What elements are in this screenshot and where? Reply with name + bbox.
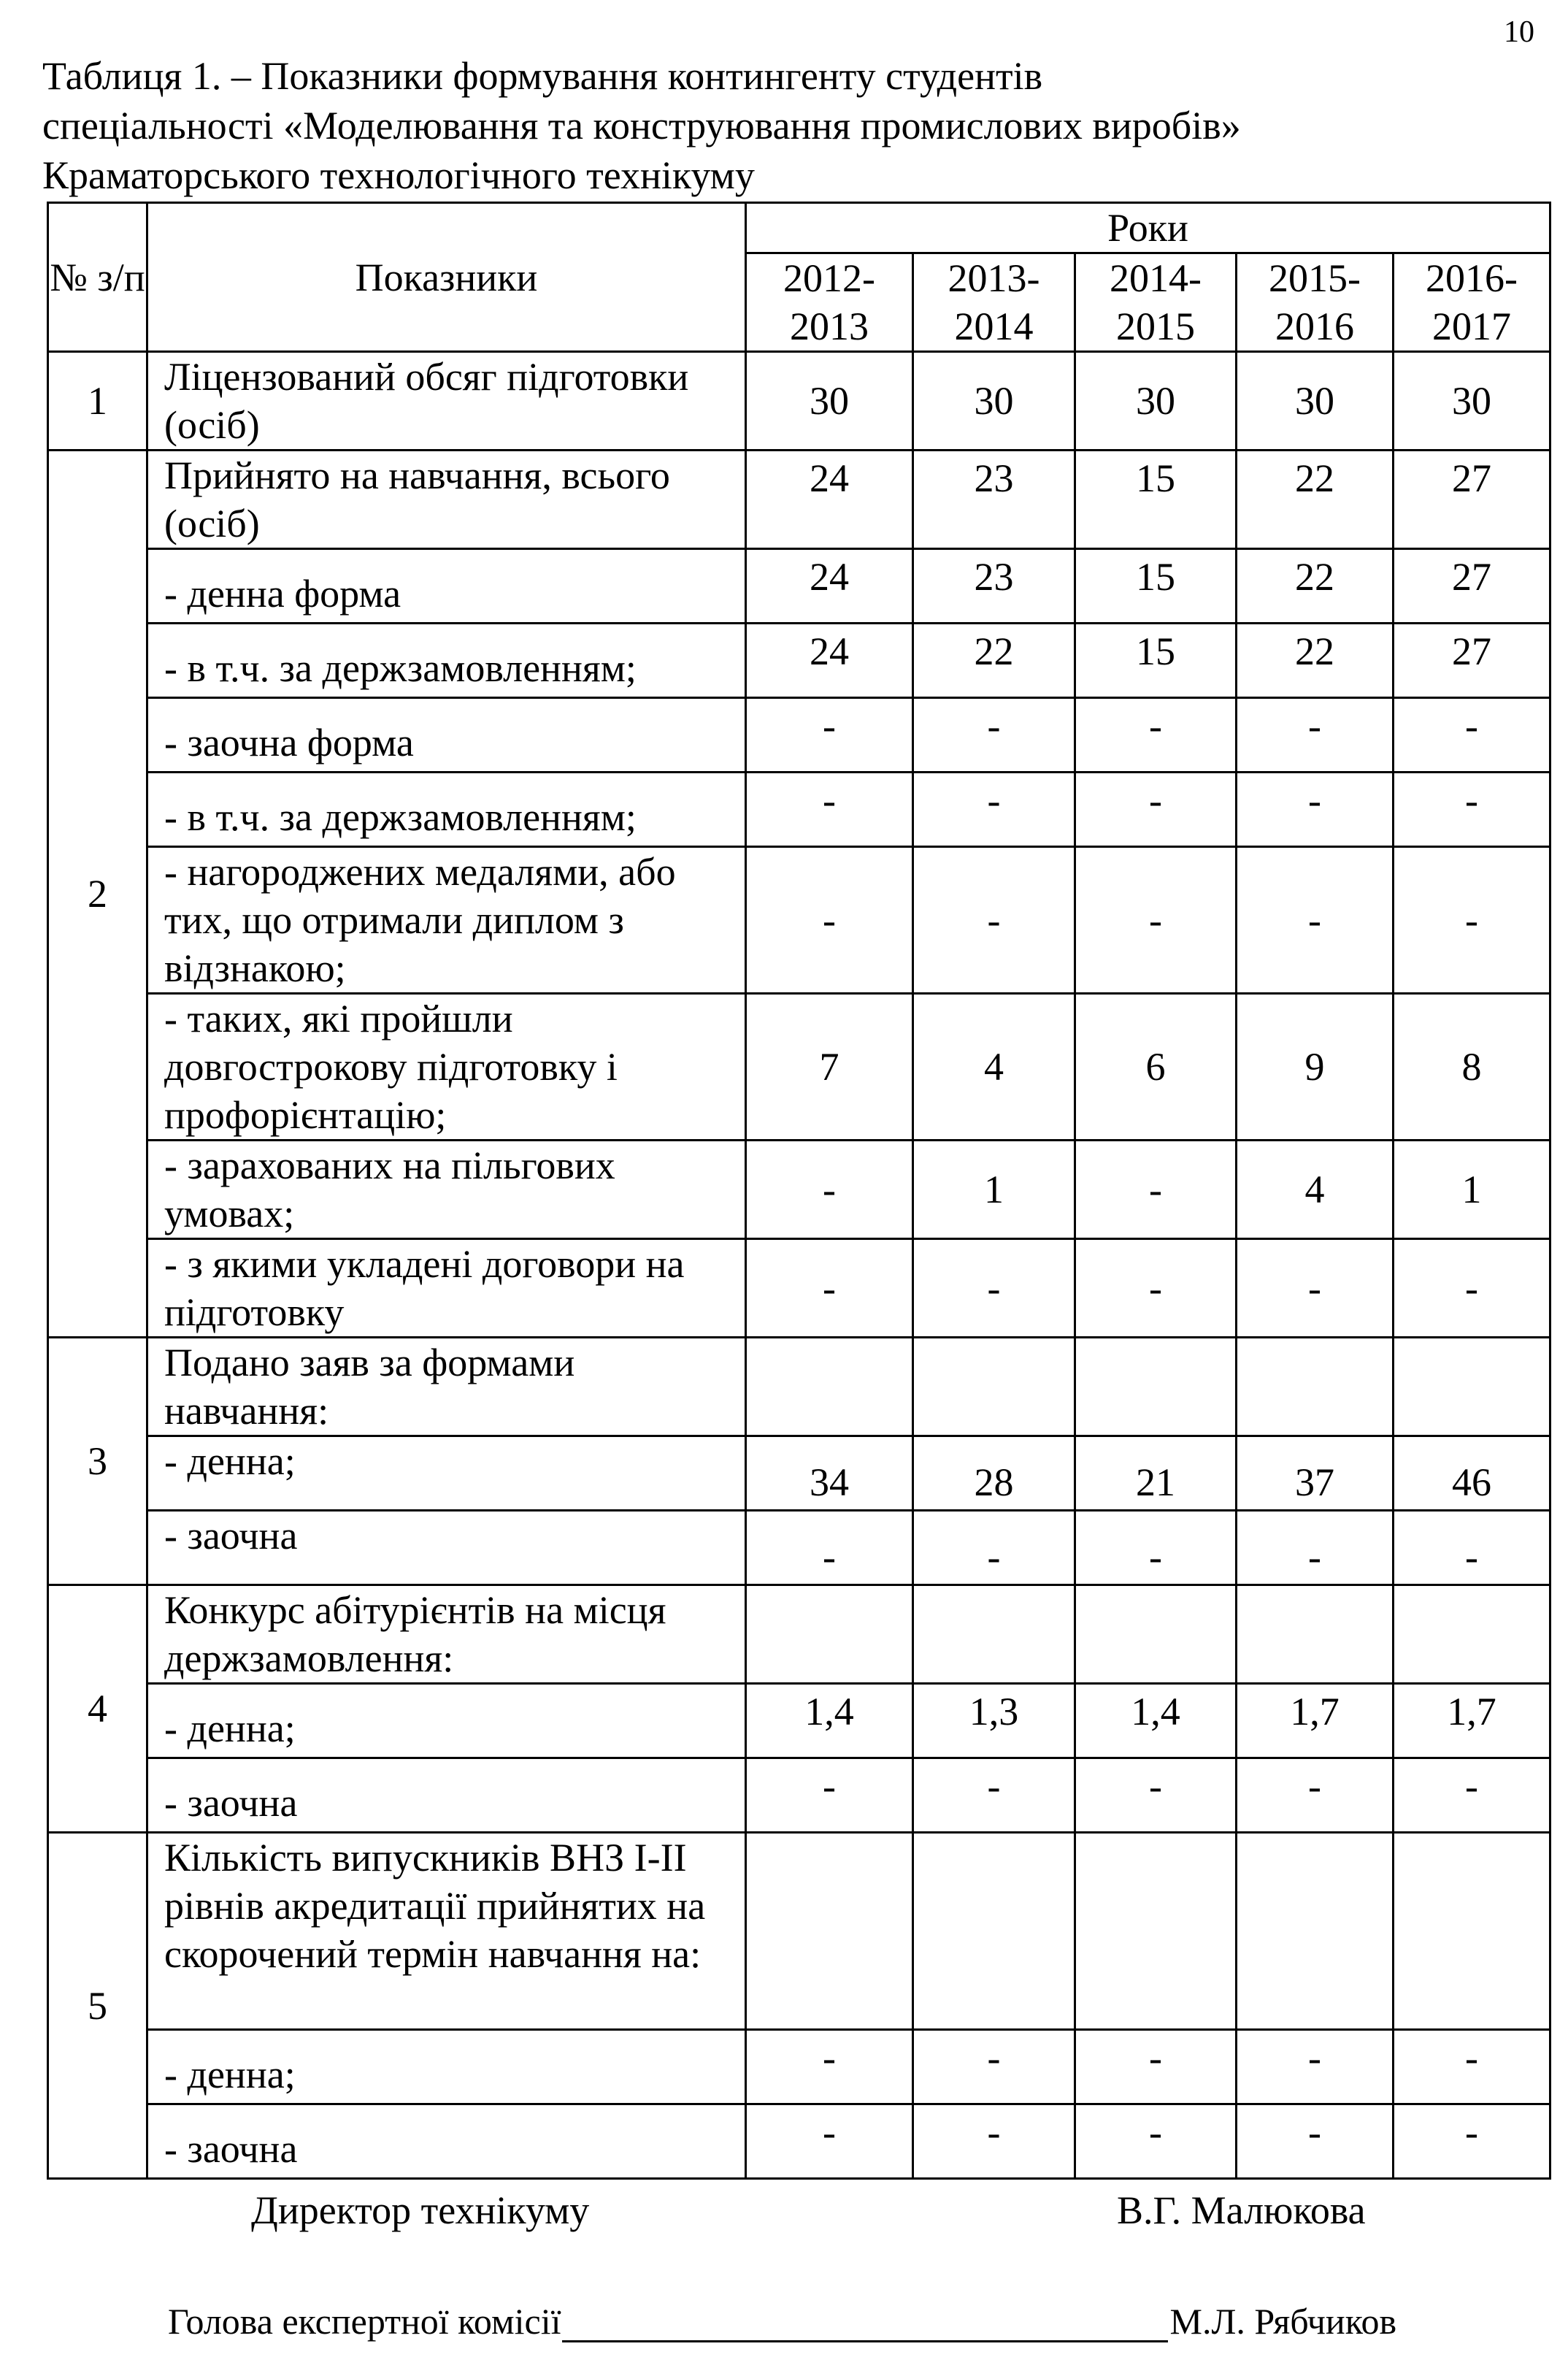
row-value: - xyxy=(913,2030,1075,2104)
table-row xyxy=(48,847,1550,994)
commission-signature-line xyxy=(168,2300,1396,2342)
row-value: 1,4 xyxy=(746,1684,913,1758)
row-value: 37 xyxy=(1237,1436,1394,1511)
row-value: 22 xyxy=(913,624,1075,698)
row-value: 4 xyxy=(1237,1141,1394,1239)
row-value xyxy=(1394,1585,1550,1684)
row-value: 24 xyxy=(746,549,913,624)
row-value: 1 xyxy=(913,1141,1075,1239)
row-value: 6 xyxy=(1075,994,1237,1141)
row-value: - xyxy=(1237,847,1394,994)
row-value: 23 xyxy=(913,451,1075,549)
row-value xyxy=(1237,1338,1394,1436)
row-value: 34 xyxy=(746,1436,913,1511)
row-label: - в т.ч. за держзамовленням; xyxy=(147,773,746,847)
row-value xyxy=(1075,1585,1237,1684)
row-label: - нагороджених медалями, або тих, що отримали диплом з відзнакою; xyxy=(147,847,746,994)
row-value: 4 xyxy=(913,994,1075,1141)
header-year: 2012-2013 xyxy=(746,253,913,352)
commission-name: М.Л. Рябчиков xyxy=(1169,2301,1397,2342)
row-value: - xyxy=(913,847,1075,994)
row-value: - xyxy=(1075,773,1237,847)
row-value: - xyxy=(1394,698,1550,773)
row-value xyxy=(1075,1833,1237,2030)
table-row xyxy=(48,2030,1550,2104)
row-value: 27 xyxy=(1394,624,1550,698)
table-row xyxy=(48,698,1550,773)
row-value: - xyxy=(746,2104,913,2179)
table-row xyxy=(48,2104,1550,2179)
row-number: 5 xyxy=(48,1833,147,2179)
row-value: - xyxy=(746,698,913,773)
commission-title: Голова експертної комісії xyxy=(168,2301,561,2342)
row-value: - xyxy=(746,847,913,994)
table-row xyxy=(48,451,1550,549)
row-value: - xyxy=(1075,847,1237,994)
row-value: - xyxy=(913,698,1075,773)
header-indicators: Показники xyxy=(147,203,746,352)
director-name: В.Г. Малюкова xyxy=(1117,2188,1366,2232)
row-value: 30 xyxy=(1394,352,1550,451)
row-value xyxy=(913,1585,1075,1684)
row-value: 27 xyxy=(1394,451,1550,549)
row-label: - денна форма xyxy=(147,549,746,624)
row-label: - таких, які пройшли довгострокову підготовку і профорієнтацію; xyxy=(147,994,746,1141)
table-row xyxy=(48,1585,1550,1684)
table-row xyxy=(48,624,1550,698)
row-value: - xyxy=(1075,2104,1237,2179)
row-value xyxy=(1394,1338,1550,1436)
row-value: 22 xyxy=(1237,624,1394,698)
row-value: - xyxy=(1075,1758,1237,1833)
row-value: 30 xyxy=(913,352,1075,451)
row-value: - xyxy=(1394,773,1550,847)
row-value xyxy=(1237,1585,1394,1684)
table-row xyxy=(48,773,1550,847)
row-value: - xyxy=(1394,2104,1550,2179)
header-year: 2015-2016 xyxy=(1237,253,1394,352)
row-label: - денна; xyxy=(147,2030,746,2104)
row-label: - заочна xyxy=(147,2104,746,2179)
row-value: 24 xyxy=(746,451,913,549)
caption-line-2: спеціальності «Моделювання та конструювання промислових виробів» xyxy=(42,104,1241,147)
row-value: 28 xyxy=(913,1436,1075,1511)
row-value: - xyxy=(1394,2030,1550,2104)
row-label: - зарахованих на пільгових умовах; xyxy=(147,1141,746,1239)
row-value xyxy=(1075,1338,1237,1436)
row-value: - xyxy=(1237,2030,1394,2104)
row-value: - xyxy=(1237,2104,1394,2179)
row-value: - xyxy=(746,773,913,847)
row-value: 7 xyxy=(746,994,913,1141)
row-value: 15 xyxy=(1075,624,1237,698)
row-value: - xyxy=(746,1758,913,1833)
row-value: - xyxy=(1237,1511,1394,1585)
table-row xyxy=(48,1758,1550,1833)
row-value: - xyxy=(1237,698,1394,773)
indicators-table xyxy=(47,202,1551,2180)
row-value: 1 xyxy=(1394,1141,1550,1239)
row-value: - xyxy=(746,1141,913,1239)
table-caption xyxy=(42,51,1502,200)
table-row xyxy=(48,1436,1550,1511)
row-label: - в т.ч. за держзамовленням; xyxy=(147,624,746,698)
row-value: - xyxy=(746,1511,913,1585)
row-label: - з якими укладені договори на підготовку xyxy=(147,1239,746,1338)
row-value: 30 xyxy=(1075,352,1237,451)
row-label: - заочна xyxy=(147,1511,746,1585)
row-value: 1,4 xyxy=(1075,1684,1237,1758)
row-label: Конкурс абітурієнтів на місця держзамовлення: xyxy=(147,1585,746,1684)
row-value: 15 xyxy=(1075,451,1237,549)
row-value: 9 xyxy=(1237,994,1394,1141)
row-value: 46 xyxy=(1394,1436,1550,1511)
signature-blank xyxy=(562,2307,1168,2342)
row-value: 8 xyxy=(1394,994,1550,1141)
row-value: 15 xyxy=(1075,549,1237,624)
table-row xyxy=(48,1338,1550,1436)
row-value: 27 xyxy=(1394,549,1550,624)
row-value: - xyxy=(1075,2030,1237,2104)
row-value: 21 xyxy=(1075,1436,1237,1511)
caption-line-1: Таблиця 1. – Показники формування контингенту студентів xyxy=(42,54,1043,98)
header-year: 2016-2017 xyxy=(1394,253,1550,352)
row-value xyxy=(746,1585,913,1684)
row-label: Ліцензований обсяг підготовки (осіб) xyxy=(147,352,746,451)
table-row xyxy=(48,1141,1550,1239)
row-value xyxy=(746,1833,913,2030)
header-years-group: Роки xyxy=(746,203,1550,253)
row-value xyxy=(1394,1833,1550,2030)
table-row xyxy=(48,352,1550,451)
row-value: 1,3 xyxy=(913,1684,1075,1758)
row-value: - xyxy=(913,1758,1075,1833)
row-label: - заочна xyxy=(147,1758,746,1833)
director-title: Директор технікуму xyxy=(251,2188,590,2232)
row-label: Подано заяв за формами навчання: xyxy=(147,1338,746,1436)
row-label: - денна; xyxy=(147,1684,746,1758)
table-row xyxy=(48,549,1550,624)
row-value: 24 xyxy=(746,624,913,698)
row-value: - xyxy=(1237,1758,1394,1833)
row-value: - xyxy=(1075,1141,1237,1239)
row-number: 2 xyxy=(48,451,147,1338)
row-value: - xyxy=(1394,1511,1550,1585)
row-value: 30 xyxy=(1237,352,1394,451)
header-year: 2013-2014 xyxy=(913,253,1075,352)
row-value xyxy=(913,1833,1075,2030)
table-row xyxy=(48,994,1550,1141)
row-value: - xyxy=(1075,698,1237,773)
caption-line-3: Краматорського технологічного технікуму xyxy=(42,153,755,197)
row-value: - xyxy=(746,2030,913,2104)
row-value xyxy=(1237,1833,1394,2030)
row-label: - заочна форма xyxy=(147,698,746,773)
row-value xyxy=(913,1338,1075,1436)
row-value: - xyxy=(1394,1758,1550,1833)
row-value: 22 xyxy=(1237,549,1394,624)
table-row xyxy=(48,1511,1550,1585)
row-value: 30 xyxy=(746,352,913,451)
header-num: № з/п xyxy=(48,203,147,352)
table-row xyxy=(48,1239,1550,1338)
table-row xyxy=(48,1684,1550,1758)
row-value: 1,7 xyxy=(1237,1684,1394,1758)
row-value: 23 xyxy=(913,549,1075,624)
row-label: Прийнято на навчання, всього (осіб) xyxy=(147,451,746,549)
row-value: - xyxy=(913,773,1075,847)
row-value: - xyxy=(1237,773,1394,847)
row-number: 4 xyxy=(48,1585,147,1833)
row-number: 3 xyxy=(48,1338,147,1585)
row-value: - xyxy=(1237,1239,1394,1338)
row-label: Кількість випускників ВНЗ І-ІІ рівнів акредитації прийнятих на скорочений термін навчання на: xyxy=(147,1833,746,2030)
row-value: - xyxy=(746,1239,913,1338)
page-number: 10 xyxy=(1504,15,1534,49)
row-value: - xyxy=(913,1239,1075,1338)
row-label: - денна; xyxy=(147,1436,746,1511)
row-value: - xyxy=(1394,1239,1550,1338)
row-value: 22 xyxy=(1237,451,1394,549)
row-number: 1 xyxy=(48,352,147,451)
table-row xyxy=(48,1833,1550,2030)
row-value xyxy=(746,1338,913,1436)
row-value: - xyxy=(1075,1511,1237,1585)
row-value: 1,7 xyxy=(1394,1684,1550,1758)
row-value: - xyxy=(913,2104,1075,2179)
row-value: - xyxy=(1394,847,1550,994)
row-value: - xyxy=(913,1511,1075,1585)
row-value: - xyxy=(1075,1239,1237,1338)
header-year: 2014-2015 xyxy=(1075,253,1237,352)
